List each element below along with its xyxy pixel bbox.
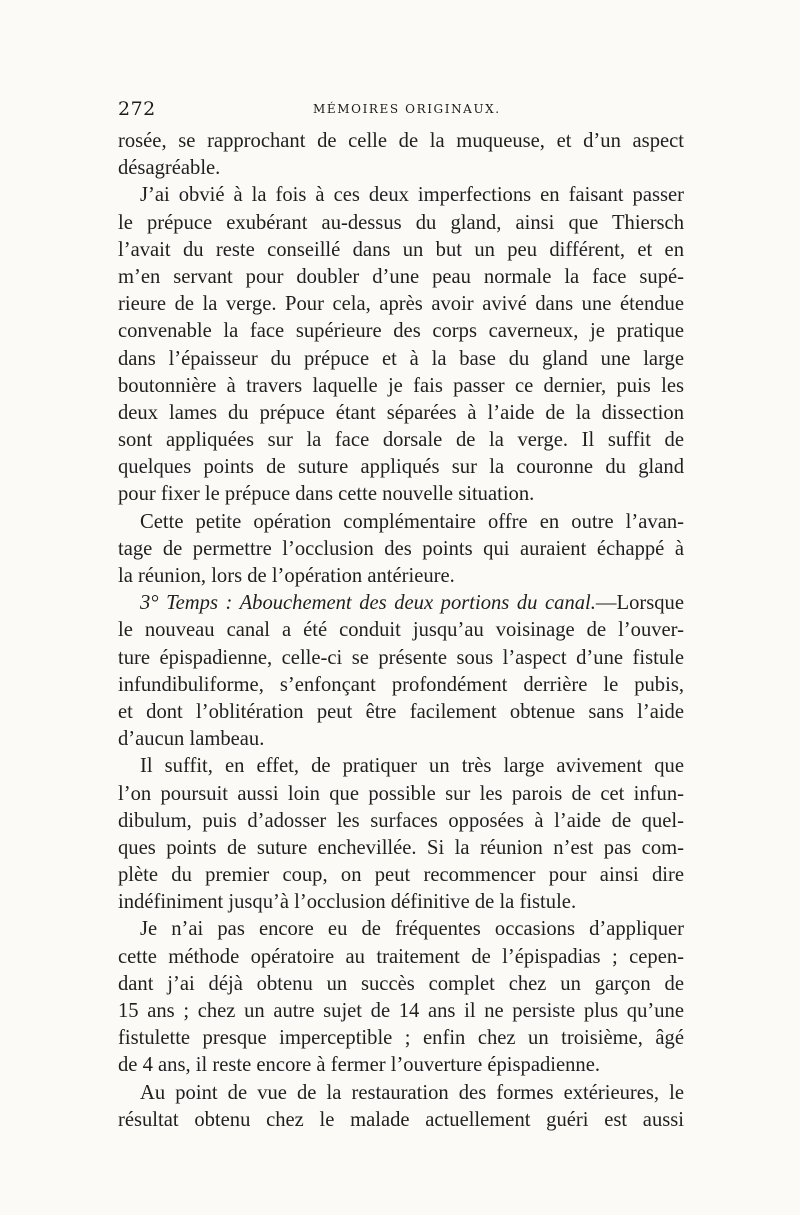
text-line: fistulette presque imperceptible ; enfin chez un troisième, âgé xyxy=(118,1027,684,1050)
text-line: dibulum, puis d’adosser les surfaces opposées à l’aide de quel- xyxy=(118,809,684,832)
text-line: d’aucun lambeau. xyxy=(118,728,265,751)
text-line: résultat obtenu chez le malade actuellement guéri est aussi xyxy=(118,1108,684,1131)
text-line: convenable la face supérieure des corps caverneux, je pratique xyxy=(118,320,684,343)
heading-continuation: —Lorsque xyxy=(595,592,684,615)
paragraph xyxy=(118,509,684,591)
paragraph xyxy=(118,916,684,1079)
text-line: désagréable. xyxy=(118,157,221,180)
text-line: pour fixer le prépuce dans cette nouvelle situation. xyxy=(118,483,535,506)
text-line: quelques points de suture appliqués sur la couronne du gland xyxy=(118,456,684,479)
text-line: plète du premier coup, on peut recommencer pour ainsi dire xyxy=(118,864,684,887)
text-line: m’en servant pour doubler d’une peau normale la face supé- xyxy=(118,265,684,288)
text-line: ture épispadienne, celle-ci se présente sous l’aspect d’une fistule xyxy=(118,646,684,669)
text-line: 15 ans ; chez un autre sujet de 14 ans il ne persiste plus qu’une xyxy=(118,1000,684,1022)
text-line: J’ai obvié à la fois à ces deux imperfections en faisant passer xyxy=(140,184,684,207)
text-line: ques points de suture enchevillée. Si la réunion n’est pas com- xyxy=(118,836,684,859)
paragraph xyxy=(118,753,684,916)
page-header xyxy=(118,98,684,122)
text-line: et dont l’oblitération peut être facilement obtenue sans l’aide xyxy=(118,700,684,723)
paragraph xyxy=(118,182,684,508)
text-line: Cette petite opération complémentaire offre en outre l’avan- xyxy=(140,510,684,533)
section-heading-line xyxy=(118,590,684,617)
text-line: Il suffit, en effet, de pratiquer un très large avivement que xyxy=(140,755,684,778)
text-line: indéfiniment jusqu’à l’occlusion définitive de la fistule. xyxy=(118,891,577,914)
text-line: Au point de vue de la restauration des formes extérieures, le xyxy=(140,1081,684,1104)
text-line: cette méthode opératoire au traitement de l’épispadias ; cepen- xyxy=(118,945,684,968)
text-line: l’on poursuit aussi loin que possible sur les parois de cet infun- xyxy=(118,782,684,805)
text-line: rieure de la verge. Pour cela, après avoir avivé dans une étendue xyxy=(118,293,684,316)
text-line: l’avait du reste conseillé dans un but un peu différent, et en xyxy=(118,238,684,261)
section-heading: 3° Temps : Abouchement des deux portions du canal. xyxy=(140,592,596,615)
text-line: de 4 ans, il reste encore à fermer l’ouverture épispadienne. xyxy=(118,1054,601,1077)
text-line: sont appliquées sur la face dorsale de la verge. Il suffit de xyxy=(118,429,684,452)
paragraph xyxy=(118,128,684,182)
text-line: deux lames du prépuce étant séparées à l’aide de la dissection xyxy=(118,401,684,424)
paragraph xyxy=(118,1080,684,1134)
text-line: le nouveau canal a été conduit jusqu’au voisinage de l’ouver- xyxy=(118,619,684,642)
body-text xyxy=(118,128,684,1134)
text-line: dant j’ai déjà obtenu un succès complet chez un garçon de xyxy=(118,972,684,995)
text-line: dans l’épaisseur du prépuce et à la base du gland une large xyxy=(118,347,684,370)
text-line: boutonnière à travers laquelle je fais passer ce dernier, puis les xyxy=(118,374,684,397)
text-line: infundibuliforme, s’enfonçant profondément derrière le pubis, xyxy=(118,673,684,696)
paragraph xyxy=(118,590,684,753)
running-head: MÉMOIRES ORIGINAUX. xyxy=(313,102,501,116)
text-line: la réunion, lors de l’opération antérieure. xyxy=(118,565,455,587)
text-line: le prépuce exubérant au-dessus du gland, ainsi que Thiersch xyxy=(118,211,684,234)
text-line: rosée, se rapprochant de celle de la muqueuse, et d’un aspect xyxy=(118,130,684,152)
text-line: tage de permettre l’occlusion des points qui auraient échappé à xyxy=(118,537,684,560)
text-line: Je n’ai pas encore eu de fréquentes occasions d’appliquer xyxy=(140,918,684,941)
page-number: 272 xyxy=(118,98,156,120)
